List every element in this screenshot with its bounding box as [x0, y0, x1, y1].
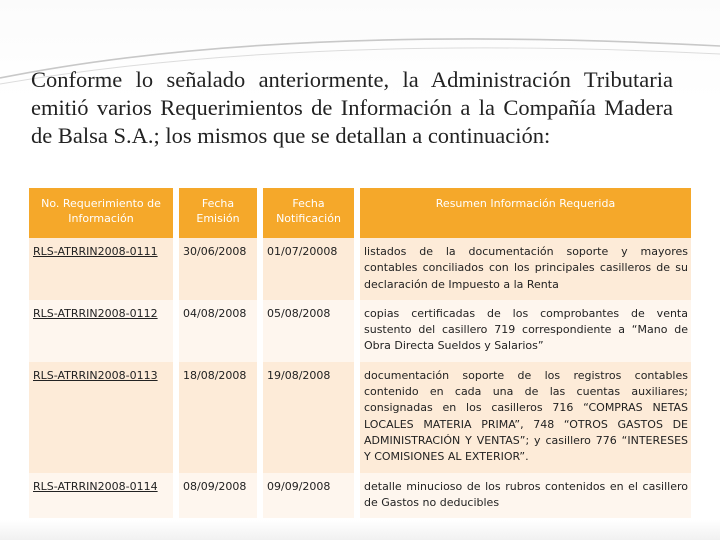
resumen-cell: documentación soporte de los registros contables contenido en cada una de las cuentas auxiliares; consignadas en los casilleros 716 “COMPRAS NETAS LOCALES MATERIA PRIMA”, 748 “OTROS GASTOS DE ADMINISTRACIÓN Y VENTAS”; y casillero 776 “INTERESES Y COMISIONES AL EXTERIOR”.: [357, 362, 691, 473]
table-row: [29, 238, 691, 300]
footer-band: [0, 520, 720, 540]
notificacion-cell: 19/08/2008: [260, 362, 357, 473]
emision-cell: 18/08/2008: [176, 362, 260, 473]
resumen-cell: listados de la documentación soporte y mayores contables conciliados con los principales casilleros de su declaración de Impuesto a la Renta: [357, 238, 691, 300]
emision-cell: 04/08/2008: [176, 300, 260, 362]
requirements-table: [29, 188, 691, 518]
table-row: [29, 473, 691, 519]
notificacion-cell: 01/07/20008: [260, 238, 357, 300]
table-header-row: [29, 188, 691, 238]
header-requerimiento: No. Requerimiento de Información: [29, 188, 176, 238]
requerimiento-cell: RLS-ATRRIN2008-0111: [29, 238, 176, 300]
table-row: [29, 362, 691, 473]
requerimiento-cell: RLS-ATRRIN2008-0112: [29, 300, 176, 362]
resumen-cell: copias certificadas de los comprobantes de venta sustento del casillero 719 correspondiente a “Mano de Obra Directa Sueldos y Salarios”: [357, 300, 691, 362]
header-notificacion: Fecha Notificación: [260, 188, 357, 238]
resumen-cell: detalle minucioso de los rubros contenidos en el casillero de Gastos no deducibles: [357, 473, 691, 519]
header-emision: Fecha Emisión: [176, 188, 260, 238]
table-row: [29, 300, 691, 362]
notificacion-cell: 09/09/2008: [260, 473, 357, 519]
emision-cell: 08/09/2008: [176, 473, 260, 519]
emision-cell: 30/06/2008: [176, 238, 260, 300]
notificacion-cell: 05/08/2008: [260, 300, 357, 362]
requerimiento-cell: RLS-ATRRIN2008-0113: [29, 362, 176, 473]
page-title: Conforme lo señalado anteriormente, la Administración Tributaria emitió varios Requerimientos de Información a la Compañía Madera de Balsa S.A.; los mismos que se detallan a continuación:: [31, 67, 673, 148]
requerimiento-cell: RLS-ATRRIN2008-0114: [29, 473, 176, 519]
header-resumen: Resumen Información Requerida: [357, 188, 691, 238]
